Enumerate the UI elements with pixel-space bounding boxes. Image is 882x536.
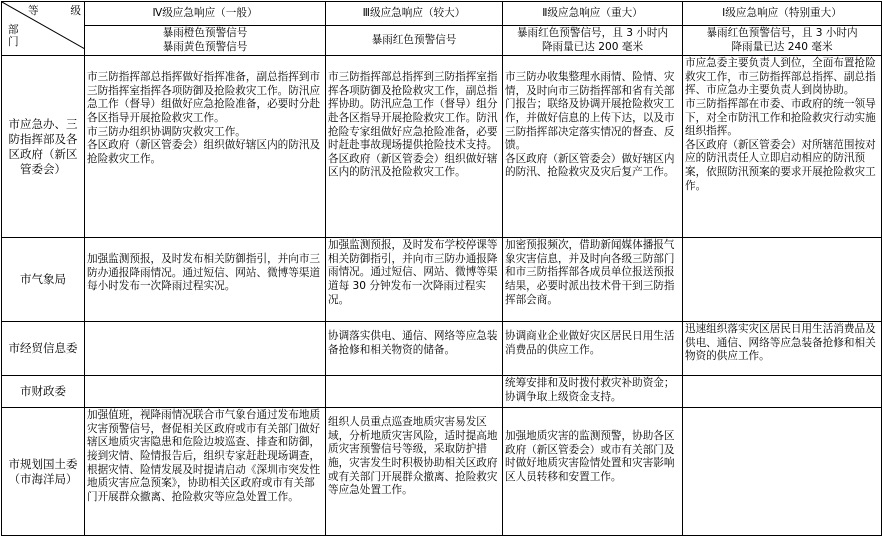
cell-level1-emergency [683, 56, 882, 238]
cell-paragraph: 协调商业企业做好灾区居民日用生活消费品的供应工作。 [505, 330, 675, 356]
cell-level3-weather [326, 238, 503, 322]
cell-level3-finance [326, 376, 503, 408]
cell-level1-planning [683, 408, 882, 536]
cell-paragraph: 加强值班，视降雨情况联合市气象台通过发布地质灾害预警信号，督促相关区政府或市有关部门做好辖区地质灾害隐患和危险边坡巡查、排查和防御，接到灾情、险情报告后，组织专家赶赴现场调查，根据灾情、险情发展及时提请启动《深圳市突发性地质灾害应急预案》，协助相关区政府或市有关部门开展群众撤离、抢险救灾等应急处置工作。 [87, 409, 321, 503]
cell-level3-emergency [326, 56, 503, 238]
level-3-title: Ⅲ级应急响应（较大） [326, 2, 503, 26]
cell-paragraph: 协调落实供电、通信、网络等应急装备抢修和相关物资的储备。 [328, 330, 498, 356]
cell-paragraph: 市三防指挥部总指挥做好指挥准备，副总指挥到市三防指挥室指挥各项防御及抢险救灾工作。防汛应急工作（督导）组做好应急抢险准备，必要时分赴各区指导开展抢险救灾工作。 [87, 71, 321, 124]
cell-paragraph: 迅速组织落实灾区居民日用生活消费品及供电、通信、网络等应急装备抢修和相关物资的供应工作。 [685, 323, 876, 363]
cell-level1-weather [683, 238, 882, 322]
table-row [2, 376, 882, 408]
dept-economy-trade: 市经贸信息委 [2, 322, 85, 376]
table-row [2, 322, 882, 376]
cell-paragraph: 统筹安排和及时拨付救灾补助资金；协调争取上级资金支持。 [505, 377, 675, 403]
level-1-title: Ⅰ级应急响应（特别重大） [683, 2, 882, 26]
cell-level4-finance [85, 376, 326, 408]
corner-label-dept [8, 24, 40, 48]
cell-level3-trade [326, 322, 503, 376]
corner-label-level: 等 级 [28, 5, 81, 17]
dept-meteorological-bureau: 市气象局 [2, 238, 85, 322]
dept-emergency-office: 市应急办、三防指挥部及各区政府（新区管委会） [2, 56, 85, 238]
cell-level4-trade [85, 322, 326, 376]
cell-paragraph: 各区政府（新区管委会）组织做好辖区内的防汛及抢险救灾工作。 [87, 139, 321, 165]
table-row [2, 238, 882, 322]
cell-paragraph: 加密预报频次，借助新闻媒体播报气象灾害信息，并及时向各级三防部门和市三防指挥部各成员单位报送预报结果，必要时派出技术骨干到三防指挥部会商。 [505, 239, 675, 306]
table-row [2, 56, 882, 238]
cell-paragraph: 加强监测预报，及时发布学校停课等相关防御指引，并向市三防办通报降雨情况。通过短信、网站、微博等渠道每 30 分钟发布一次降雨过程实况。 [328, 239, 498, 306]
cell-paragraph: 组织人员重点巡查地质灾害易发区域，分析地质灾害风险，适时提高地质灾害预警信号等级，采取防护措施，灾害发生时积极协助相关区政府或有关部门开展群众撤离、抢险救灾等应急处置工作。 [328, 416, 498, 497]
table-row [2, 408, 882, 536]
dept-planning-land: 市规划国土委（市海洋局） [2, 408, 85, 536]
cell-paragraph: 各区政府（新区管委会）对所辖范围按对应的防汛责任人立即启动相应的防汛预案，依照防汛预案的要求开展抢险救灾工作。 [685, 138, 876, 192]
cell-paragraph: 市三防指挥部总指挥到三防指挥室指挥各项防御及抢险救灾工作，副总指挥协助。防汛应急工作（督导）组分赴各区指导开展抢险救灾工作。防汛抢险专家组做好应急抢险准备，必要时赶赴事故现场提供抢险技术支持。 [328, 71, 498, 152]
cell-level2-finance [503, 376, 683, 408]
cell-paragraph: 市应急委主要负责人到位，全面布置抢险救灾工作，市三防指挥部总指挥、副总指挥、市应急办主要负责人到岗协助。 [685, 57, 876, 97]
level-4-condition: 暴雨橙色预警信号 暴雨黄色预警信号 [85, 26, 326, 56]
level-2-condition: 暴雨红色预警信号，且 3 小时内 降雨量已达 200 毫米 [503, 26, 683, 56]
cell-paragraph: 加强监测预报，及时发布相关防御指引，并向市三防办通报降雨情况。通过短信、网站、微博等渠道每小时发布一次降雨过程实况。 [87, 253, 321, 293]
header-corner-cell [2, 2, 85, 56]
level-2-title: Ⅱ级应急响应（重大） [503, 2, 683, 26]
cell-level2-emergency [503, 56, 683, 238]
level-4-title: Ⅳ级应急响应（一般） [85, 2, 326, 26]
cell-paragraph: 加强地质灾害的监测预警，协助各区政府（新区管委会）或市有关部门及时做好地质灾害险情处置和灾害影响区人员转移和安置工作。 [505, 430, 675, 483]
emergency-response-table [1, 1, 882, 536]
cell-paragraph: 市三防指挥部在市委、市政府的统一领导下，对全市防汛工作和抢险救灾行动实施组织指挥。 [685, 97, 876, 138]
dept-finance: 市财政委 [2, 376, 85, 408]
cell-paragraph: 各区政府（新区管委会）做好辖区内的防汛、抢险救灾及灾后复产工作。 [505, 152, 675, 179]
cell-level1-trade [683, 322, 882, 376]
cell-level4-planning [85, 408, 326, 536]
cell-paragraph: 各区政府（新区管委会）组织做好辖区内的防汛及抢险救灾工作。 [328, 152, 498, 179]
cell-paragraph: 市三防办收集整理水雨情、险情、灾情，及时向市三防指挥部和省有关部门报告；联络及协调开展抢险救灾工作，并做好信息的上传下达，以及市三防指挥部决定落实情况的督查、反馈。 [505, 71, 675, 152]
cell-level2-weather [503, 238, 683, 322]
cell-level3-planning [326, 408, 503, 536]
cell-level2-planning [503, 408, 683, 536]
level-1-condition: 暴雨红色预警信号，且 3 小时内 降雨量已达 240 毫米 [683, 26, 882, 56]
cell-level1-finance [683, 376, 882, 408]
cell-level2-trade [503, 322, 683, 376]
cell-paragraph: 市三防办组织协调防灾救灾工作。 [87, 125, 246, 138]
cell-level4-emergency [85, 56, 326, 238]
level-3-condition: 暴雨红色预警信号 [326, 26, 503, 56]
cell-level4-weather [85, 238, 326, 322]
corner-label-dept-text: 部 门 [8, 24, 40, 48]
